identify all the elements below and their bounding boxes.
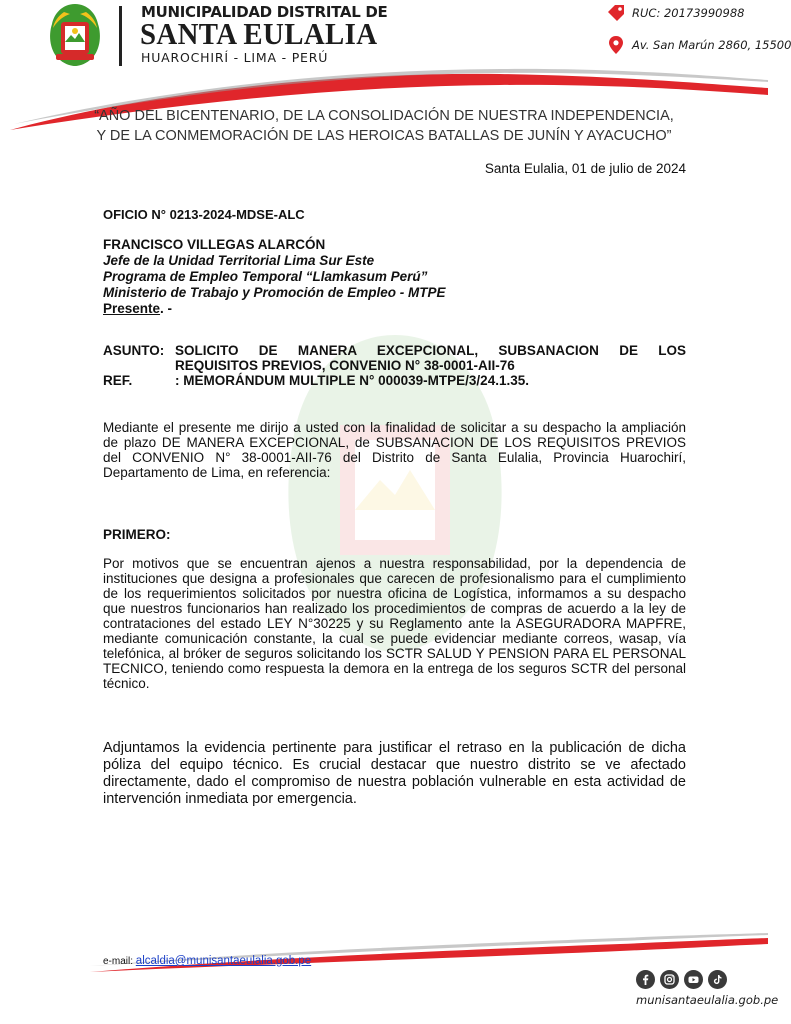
municipality-location: HUAROCHIRÍ - LIMA - PERÚ [141, 50, 329, 65]
ruc-text: RUC: 20173990988 [632, 6, 745, 20]
facebook-icon[interactable] [636, 970, 655, 989]
subject-label: ASUNTO: [103, 343, 165, 358]
ruc-row [606, 3, 744, 23]
address-row [606, 35, 791, 55]
presente-suffix: . - [160, 301, 173, 316]
address-text: Av. San Marún 2860, 15500 [632, 38, 791, 52]
location-pin-icon [606, 35, 626, 55]
email-label: e-mail: [103, 956, 134, 967]
motto-line-2: Y DE LA CONMEMORACIÓN DE LAS HEROICAS BATALLAS DE JUNÍN Y AYACUCHO” [96, 128, 672, 144]
section-primero: PRIMERO: [103, 527, 171, 542]
subject-block [103, 343, 686, 388]
paragraph-intro: Mediante el presente me dirijo a usted con la finalidad de solicitar a su despacho la ampliación de plazo DE MANERA EXCEPCIONAL, de SUBSANACION DE LOS REQUISITOS PREVIOS del CONVENIO N° 38-0001-AII-76 del Distrito de Santa Eulalia, Provincia Huarochirí, Departamento de Lima, en referencia: [103, 420, 686, 480]
social-links [636, 970, 727, 989]
subject-text-line-1: SOLICITO DE MANERA EXCEPCIONAL, SUBSANACION DE LOS [175, 343, 686, 358]
place-date: Santa Eulalia, 01 de julio de 2024 [484, 161, 686, 176]
presente-line [103, 301, 446, 317]
footer-email [103, 955, 311, 967]
reference-text: : MEMORÁNDUM MULTIPLE N° 000039-MTPE/3/24.1.35. [175, 373, 529, 388]
subject-text-line-2: REQUISITOS PREVIOS, CONVENIO N° 38-0001-AII-76 [175, 358, 515, 373]
youtube-icon[interactable] [684, 970, 703, 989]
tiktok-icon[interactable] [708, 970, 727, 989]
recipient-name: FRANCISCO VILLEGAS ALARCÓN [103, 237, 326, 252]
id-tag-icon [606, 3, 626, 23]
year-motto [60, 106, 708, 146]
paragraph-evidence: Adjuntamos la evidencia pertinente para justificar el retraso en la publicación de dicha póliza del equipo técnico. Es crucial destacar que nuestro distrito se ve afectado directamente, dado el compromiso de nuestra población vulnerable en esta actividad de intervención inmediata por emergencia. [103, 740, 686, 807]
recipient-role-3: Ministerio de Trabajo y Promoción de Empleo - MTPE [103, 285, 446, 300]
municipality-name: SANTA EULALIA [140, 16, 378, 51]
footer-website: munisantaeulalia.gob.pe [636, 993, 779, 1007]
email-link[interactable]: alcaldia@munisantaeulalia.gob.pe [135, 955, 312, 967]
municipal-crest-logo [44, 2, 106, 68]
motto-line-1: “AÑO DEL BICENTENARIO, DE LA CONSOLIDACIÓN DE NUESTRA INDEPENDENCIA, [94, 108, 674, 124]
oficio-number: OFICIO N° 0213-2024-MDSE-ALC [103, 207, 305, 222]
paragraph-primero: Por motivos que se encuentran ajenos a nuestra responsabilidad, por la dependencia de instituciones que designa a profesionales que carecen de profesionalismo para el cumplimiento de los requerimientos solicitados por nuestra oficina de Logística, informamos a su despacho que nuestros funcionarios han realizado los procedimientos de compras de acuerdo a la ley de contrataciones del estado LEY N°30225 y su Reglamento ante la ASEGURADORA MAPFRE, mediante comunicación constante, la cual se puede evidenciar mediante correos, wasap, vía telefónica, al bróker de seguros solicitando los SCTR SALUD Y PENSION PARA EL PERSONAL TECNICO, teniendo como respuesta la demora en la entrega de los seguros SCTR del personal técnico. [103, 556, 686, 691]
recipient-role-1: Jefe de la Unidad Territorial Lima Sur Este [103, 253, 375, 268]
municipality-label: MUNICIPALIDAD DISTRITAL DE [141, 3, 388, 21]
presente-word: Presente [103, 301, 161, 316]
reference-label: REF. [103, 373, 133, 388]
instagram-icon[interactable] [660, 970, 679, 989]
recipient-role-2: Programa de Empleo Temporal “Llamkasum Perú” [103, 269, 428, 284]
header-divider [119, 6, 122, 66]
recipient-block [103, 237, 446, 317]
